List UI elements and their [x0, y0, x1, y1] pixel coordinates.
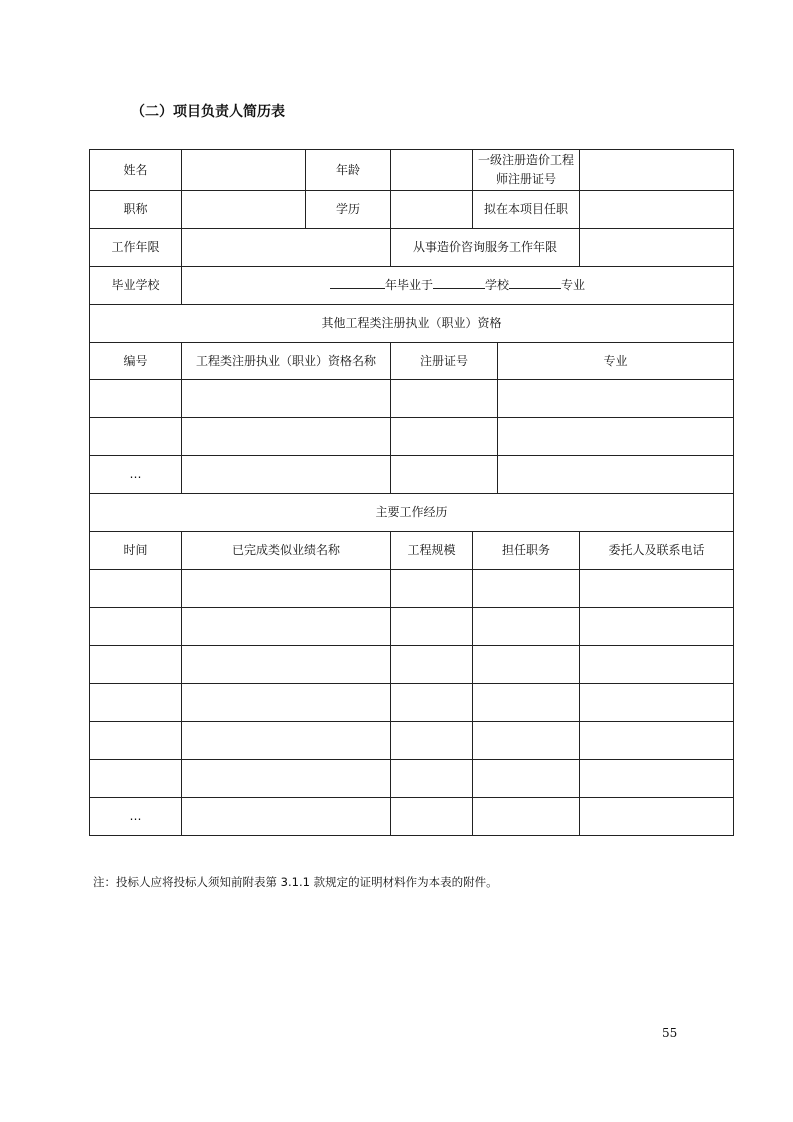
history-cell[interactable] — [391, 798, 473, 836]
position-field[interactable] — [580, 191, 734, 229]
age-label: 年龄 — [306, 150, 391, 191]
footnote: 注：投标人应将投标人须知前附表第 3.1.1 款规定的证明材料作为本表的附件。 — [93, 875, 498, 889]
history-header-time: 时间 — [90, 532, 182, 570]
quals-cell[interactable] — [498, 380, 734, 418]
history-cell[interactable] — [580, 646, 734, 684]
other-quals-title-row — [90, 305, 734, 343]
form-row-name — [90, 150, 734, 191]
quals-cell-ellipsis[interactable]: … — [90, 456, 182, 494]
history-row — [90, 798, 734, 836]
title-field[interactable] — [182, 191, 306, 229]
history-cell[interactable] — [182, 646, 391, 684]
other-quals-title: 其他工程类注册执业（职业）资格 — [90, 305, 734, 343]
school-label: 毕业学校 — [90, 267, 182, 305]
education-field[interactable] — [391, 191, 473, 229]
cert-label — [473, 150, 580, 191]
consult-years-field[interactable] — [580, 229, 734, 267]
position-label: 拟在本项目任职 — [473, 191, 580, 229]
quals-cell[interactable] — [90, 380, 182, 418]
history-cell[interactable] — [182, 608, 391, 646]
history-cell[interactable] — [90, 684, 182, 722]
resume-form-table — [89, 149, 734, 836]
quals-cell[interactable] — [391, 380, 498, 418]
page-number: 55 — [662, 1026, 678, 1040]
history-row — [90, 760, 734, 798]
quals-row — [90, 380, 734, 418]
history-cell-ellipsis[interactable]: … — [90, 798, 182, 836]
work-years-label: 工作年限 — [90, 229, 182, 267]
history-cell[interactable] — [90, 722, 182, 760]
history-cell[interactable] — [391, 646, 473, 684]
title-label: 职称 — [90, 191, 182, 229]
history-cell[interactable] — [473, 608, 580, 646]
education-label: 学历 — [306, 191, 391, 229]
quals-cell[interactable] — [182, 456, 391, 494]
quals-cell[interactable] — [498, 456, 734, 494]
quals-cell[interactable] — [182, 418, 391, 456]
history-header-client: 委托人及联系电话 — [580, 532, 734, 570]
history-cell[interactable] — [473, 798, 580, 836]
history-cell[interactable] — [473, 684, 580, 722]
age-field[interactable] — [391, 150, 473, 191]
form-row-title — [90, 191, 734, 229]
history-header-scale: 工程规模 — [391, 532, 473, 570]
form-row-school — [90, 267, 734, 305]
history-cell[interactable] — [580, 608, 734, 646]
history-cell[interactable] — [391, 760, 473, 798]
history-cell[interactable] — [182, 798, 391, 836]
other-quals-header-row — [90, 343, 734, 380]
history-cell[interactable] — [391, 722, 473, 760]
history-cell[interactable] — [580, 570, 734, 608]
history-header-project: 已完成类似业绩名称 — [182, 532, 391, 570]
graduation-year-blank[interactable] — [330, 276, 385, 289]
history-cell[interactable] — [182, 722, 391, 760]
history-cell[interactable] — [580, 722, 734, 760]
consult-years-label: 从事造价咨询服务工作年限 — [391, 229, 580, 267]
history-cell[interactable] — [90, 608, 182, 646]
section-heading: （二）项目负责人简历表 — [131, 104, 285, 120]
work-years-field[interactable] — [182, 229, 391, 267]
quals-row — [90, 418, 734, 456]
history-cell[interactable] — [90, 760, 182, 798]
quals-cell[interactable] — [182, 380, 391, 418]
history-cell[interactable] — [391, 608, 473, 646]
quals-header-major: 专业 — [498, 343, 734, 380]
history-row — [90, 684, 734, 722]
history-header-role: 担任职务 — [473, 532, 580, 570]
quals-header-number: 编号 — [90, 343, 182, 380]
school-text-part2: 学校 — [485, 278, 510, 292]
history-cell[interactable] — [473, 646, 580, 684]
history-cell[interactable] — [580, 760, 734, 798]
work-history-title: 主要工作经历 — [90, 494, 734, 532]
quals-cell[interactable] — [391, 418, 498, 456]
work-history-header-row — [90, 532, 734, 570]
history-row — [90, 608, 734, 646]
history-cell[interactable] — [473, 722, 580, 760]
history-cell[interactable] — [182, 760, 391, 798]
history-cell[interactable] — [90, 646, 182, 684]
history-cell[interactable] — [182, 684, 391, 722]
history-cell[interactable] — [90, 570, 182, 608]
cert-label-line2: 师注册证号 — [496, 172, 557, 186]
history-cell[interactable] — [182, 570, 391, 608]
school-field[interactable] — [182, 267, 734, 305]
form-row-years — [90, 229, 734, 267]
cert-field[interactable] — [580, 150, 734, 191]
major-blank[interactable] — [509, 276, 561, 289]
quals-header-name: 工程类注册执业（职业）资格名称 — [182, 343, 391, 380]
quals-cell[interactable] — [391, 456, 498, 494]
name-field[interactable] — [182, 150, 306, 191]
history-cell[interactable] — [580, 798, 734, 836]
quals-row — [90, 456, 734, 494]
school-text-part1: 年毕业于 — [384, 278, 433, 292]
history-cell[interactable] — [391, 684, 473, 722]
work-history-title-row — [90, 494, 734, 532]
history-cell[interactable] — [473, 760, 580, 798]
cert-label-line1: 一级注册造价工程 — [478, 153, 575, 167]
history-row — [90, 722, 734, 760]
history-cell[interactable] — [473, 570, 580, 608]
school-text-part3: 专业 — [561, 278, 586, 292]
history-cell[interactable] — [580, 684, 734, 722]
quals-cell[interactable] — [498, 418, 734, 456]
history-row — [90, 646, 734, 684]
history-row — [90, 570, 734, 608]
name-label: 姓名 — [90, 150, 182, 191]
history-cell[interactable] — [391, 570, 473, 608]
school-name-blank[interactable] — [433, 276, 485, 289]
quals-header-cert-no: 注册证号 — [391, 343, 498, 380]
quals-cell[interactable] — [90, 418, 182, 456]
